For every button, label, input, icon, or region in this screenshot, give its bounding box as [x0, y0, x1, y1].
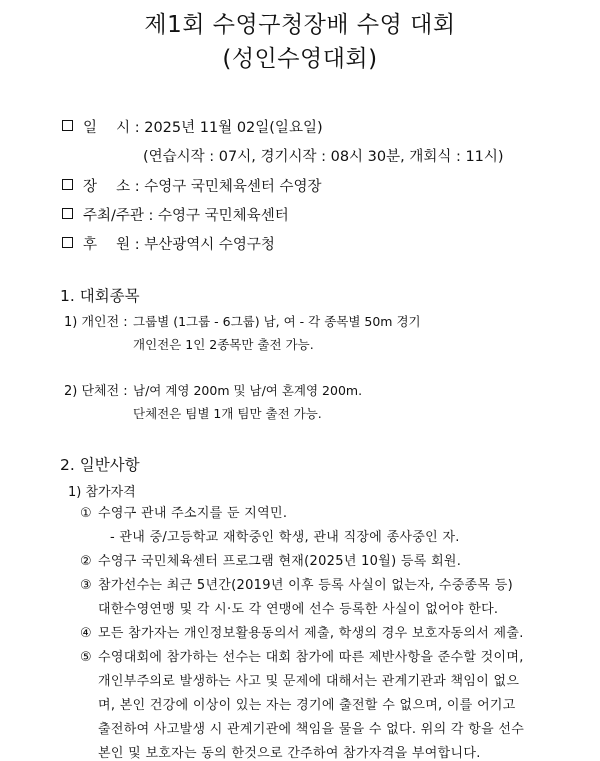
- item-line: 수영구 국민체육센터 프로그램 현재(2025년 10월) 등록 회원.: [98, 554, 462, 569]
- document-title: 제1회 수영구청장배 수영 대회: [144, 12, 456, 38]
- item-line: 참가선수는 최근 5년간(2019년 이후 등록 사실이 없는자, 수중종목 등): [98, 578, 513, 593]
- info-sponsor-label: 후 원 :: [83, 237, 140, 253]
- list-item: [80, 550, 461, 569]
- individual-line1: 그룹별 (1그룹 - 6그룹) 남, 여 - 각 종목별 50m 경기: [133, 314, 421, 329]
- individual-line2: 개인전은 1인 2종목만 출전 가능.: [133, 337, 314, 352]
- info-sponsor-value: 부산광역시 수영구청: [144, 237, 275, 253]
- info-venue-label: 장 소 :: [83, 179, 140, 195]
- list-item: [80, 622, 524, 641]
- checkbox-square-icon: [62, 120, 73, 131]
- checkbox-square-icon: [62, 179, 73, 190]
- individual-label: 1) 개인전 :: [64, 315, 128, 330]
- info-date-value: 2025년 11월 02일(일요일): [144, 120, 323, 136]
- team-line1: 남/여 계영 200m 및 남/여 혼계영 200m.: [133, 383, 363, 398]
- section1-heading: 1. 대회종목: [60, 287, 140, 305]
- item-marker: ④: [80, 626, 92, 641]
- team-line2: 단체전은 팀별 1개 팀만 출전 가능.: [133, 406, 322, 421]
- list-item: [80, 646, 524, 665]
- eligibility-heading: 1) 참가자격: [68, 485, 136, 500]
- info-venue-value: 수영구 국민체육센터 수영장: [144, 179, 322, 195]
- item-marker: ⑤: [80, 650, 92, 665]
- info-host-value: 수영구 국민체육센터: [158, 208, 289, 224]
- document-subtitle: (성인수영대회): [222, 46, 378, 72]
- info-date-detail: (연습시작 : 07시, 경기시작 : 08시 30분, 개회식 : 11시): [143, 149, 504, 165]
- list-item: [80, 502, 287, 521]
- item-line: 출전하여 사고발생 시 관계기관에 책임을 물을 수 없다. 위의 각 항을 선수: [98, 722, 525, 737]
- item-marker: ②: [80, 554, 92, 569]
- item-line: 대한수영연맹 및 각 시·도 각 연맹에 선수 등록한 사실이 없어야 한다.: [98, 602, 499, 617]
- info-date-label: 일 시 :: [83, 120, 140, 136]
- item-line: - 관내 중/고등학교 재학중인 학생, 관내 직장에 종사중인 자.: [110, 530, 460, 545]
- info-host-label: 주최/주관 :: [83, 208, 154, 224]
- section2-heading: 2. 일반사항: [60, 456, 140, 474]
- checkbox-square-icon: [62, 208, 73, 219]
- item-line: 개인부주의로 발생하는 사고 및 문제에 대해서는 관계기관과 책임이 없으: [98, 674, 520, 689]
- info-host-row: [62, 204, 289, 225]
- info-date-row: [62, 116, 323, 137]
- list-item: [80, 574, 513, 593]
- item-line: 모든 참가자는 개인정보활용동의서 제출, 학생의 경우 보호자동의서 제출.: [98, 626, 524, 641]
- item-line: 수영구 관내 주소지를 둔 지역민.: [98, 506, 288, 521]
- info-sponsor-row: [62, 233, 275, 254]
- item-line: 본인 및 보호자는 동의 한것으로 간주하여 참가자격을 부여합니다.: [98, 746, 481, 761]
- item-marker: ③: [80, 578, 92, 593]
- item-line: 수영대회에 참가하는 선수는 대회 참가에 따른 제반사항을 준수할 것이며,: [98, 650, 524, 665]
- item-line: 며, 본인 건강에 이상이 있는 자는 경기에 출전할 수 없으며, 이를 어기고: [98, 698, 516, 713]
- team-label: 2) 단체전 :: [64, 384, 128, 399]
- checkbox-square-icon: [62, 237, 73, 248]
- info-venue-row: [62, 175, 322, 196]
- item-marker: ①: [80, 506, 92, 521]
